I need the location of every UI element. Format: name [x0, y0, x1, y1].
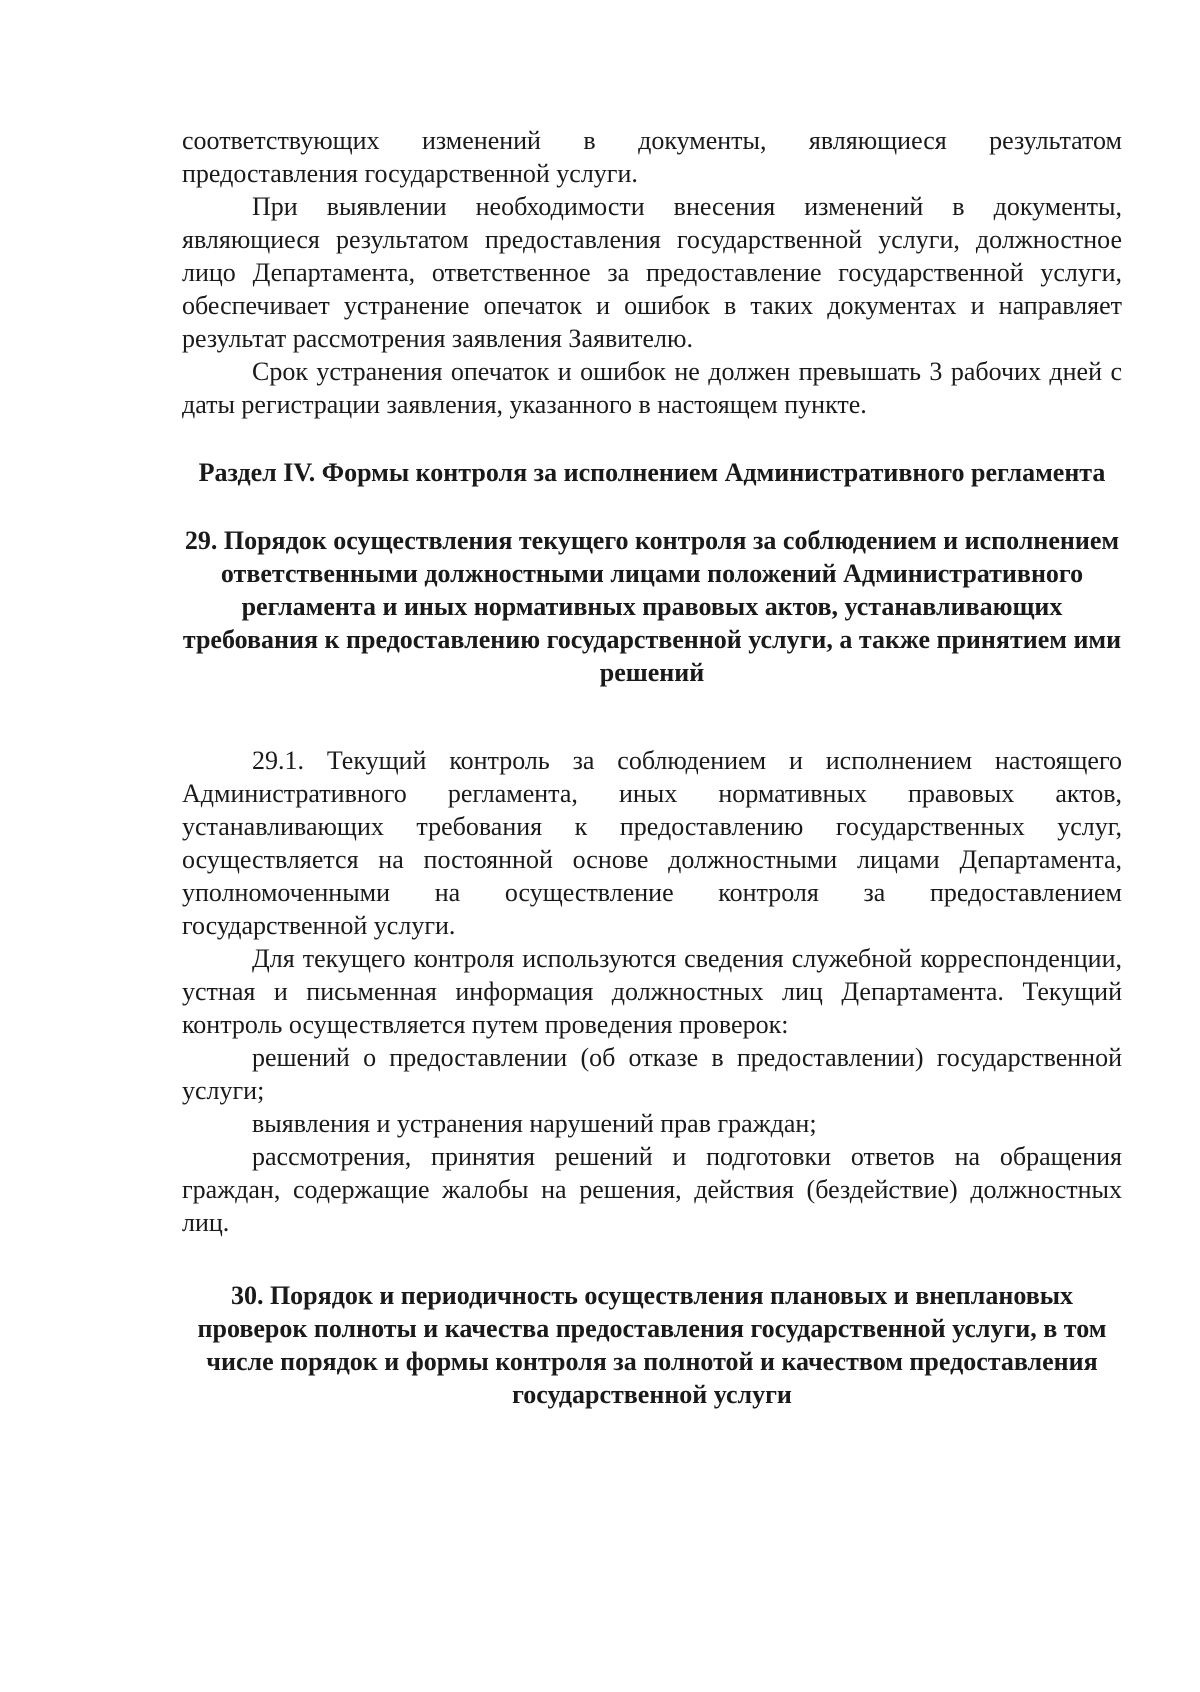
list-item-complaints: рассмотрения, принятия решений и подготовки ответов на обращения граждан, содержащие жалобы на решения, действия (бездействие) должностных лиц. [182, 1142, 1122, 1237]
paragraph-corrections: При выявлении необходимости внесения изменений в документы, являющиеся результатом предоставления государственной услуги, должностное лицо Департамента, ответственное за предоставление государственной услуги, обеспечивает устранение опечаток и ошибок в таких документах и направляет результат рассмотрения заявления Заявителю. [182, 192, 1122, 353]
paragraph-deadline: Срок устранения опечаток и ошибок не должен превышать 3 рабочих дней с даты регистрации заявления, указанного в настоящем пункте. [182, 357, 1122, 419]
spacer [182, 689, 1122, 744]
heading-29: 29. Порядок осуществления текущего контроля за соблюдением и исполнением ответственными должностными лицами положений Административного регламента и иных нормативных правовых актов, устанавливающих требования к предоставлению государственной услуги, а также принятием ими решений [182, 526, 1122, 687]
section-heading: Раздел IV. Формы контроля за исполнением Административного регламента [198, 458, 1106, 487]
spacer [182, 421, 1122, 456]
paragraph-29-1: 29.1. Текущий контроль за соблюдением и исполнением настоящего Административного регламента, иных нормативных правовых актов, устанавливающих требования к предоставлению государственных услуг, осуществляется на постоянной основе должностными лицами Департамента, уполномоченными на осуществление контроля за предоставлением государственной услуги. [182, 746, 1122, 940]
spacer [182, 489, 1122, 524]
paragraph-continuation: соответствующих изменений в документы, являющиеся результатом предоставления государственной услуги. [182, 126, 1122, 188]
list-item-violations: выявления и устранения нарушений прав граждан; [252, 1109, 817, 1138]
heading-30: 30. Порядок и периодичность осуществления плановых и внеплановых проверок полноты и качества предоставления государственной услуги, в том числе порядок и формы контроля за полнотой и качеством предоставления государственной услуги [197, 1281, 1107, 1409]
document-page [182, 124, 1122, 1411]
paragraph-current-control: Для текущего контроля используются сведения служебной корреспонденции, устная и письменная информация должностных лиц Департамента. Текущий контроль осуществляется путем проведения проверок: [182, 944, 1122, 1039]
spacer [182, 1239, 1122, 1279]
list-item-decisions: решений о предоставлении (об отказе в предоставлении) государственной услуги; [182, 1043, 1122, 1105]
